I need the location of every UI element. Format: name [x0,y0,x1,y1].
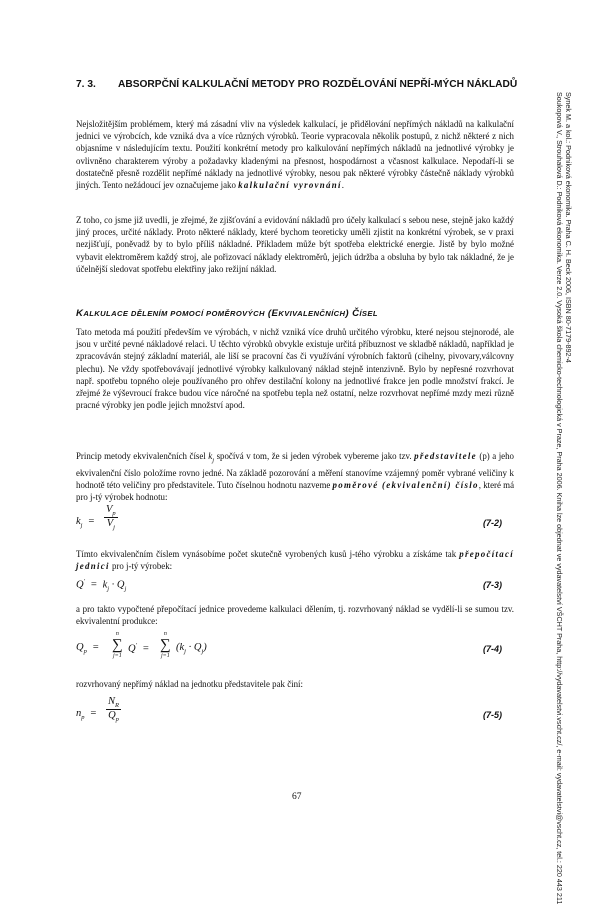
subhead-part: (E [264,308,279,319]
equation-number: (7-5) [482,710,502,720]
equation-number: (7-4) [482,644,502,654]
principle-text: spočívá v tom, že si jeden výrobek vybereme jako tzv. [216,451,412,461]
subhead-part: ) Č [345,308,360,319]
paragraph-principle [76,450,514,504]
principle-text: Princip metody ekvivalenčních čísel [76,451,206,461]
equation-7-4: $Q_p$ = n ∑ j=1 Q' = n ∑ j=1 $(k_j \cdot Q_j)$ (7-4) [76,631,502,659]
citation-line-2: Soukopová V., Strouhalová D.: Podniková ekonomika. Verze 2.0. Vysoká škola chemicko-technologická v Praze, Praha 2006. Kniha lze objednat ve vydavatelství VŠCHT Praha, http://vydavatelstvi.vscht.cz/, e-mail: vydavatelstvi@vscht.cz, tel.: 220 443 211 [555,92,564,904]
chapter-number: 7. 3. [76,79,96,90]
paragraph-unit-cost: rozvrhovaný nepřímý náklad na jednotku představitele pak činí: [76,679,303,689]
paragraph-intro-text: Nejsložitějším problémem, který má zásadní vliv na výsledek kalkulací, je přidělování nepřímých nákladů na kalkulační jednici ve výrobcích, kde vzniká dva a více různých výrobků. Teorie vypracovala několik postupů, z nichž některé z nich objasníme v následujícím textu. Použití konkrétní metody pro kalkulování nepřímých nákladů na jednotlivé výrobky je ovlivněno charakterem výroby a požadavky kladenými na přesnost, hospodárnost a včasnost kalkulace. Nepodaří-li se dostatečně přesně rozdělit nepřímé náklady na jednotlivé výrobky, nesou pak některé výrobky částečně náklady výrobků jiných. Tento nežádoucí jev označujeme jako [76,119,514,191]
term-kalkulacni-vyrovnani: kalkulační vyrovnání [238,180,342,191]
citation-line-1: Synek M. a kol.: Podniková ekonomika. Praha C. H. Beck 2006, ISBN 80-7179-892-4 [564,92,573,363]
term-prepocitaci-jednici: přepočítací jednici [76,549,514,572]
equation-7-5: $n_p$ = $\frac{N_R}{Q_p}$ (7-5) [76,696,502,724]
citation-sidebar [555,92,595,904]
paragraph-division: a pro takto vypočtené přepočítací jednice provedeme kalkulaci dělením, tj. rozvrhovaný náklad se vydělí-li se sumou tzv. ekvivalentní produkce: [76,604,514,627]
symbol-kj: $k_j$ [208,451,215,464]
principle-text: , které má pro j-tý výrobek hodnotu: [76,480,515,503]
equation-number: (7-3) [482,580,502,590]
principle-text: (p) a jeho ekvivalenční číslo položíme rovno jedné. Na základě pozorování a měření stanovíme vzájemný poměr vybrané veličiny k hodnotě této veličiny pro představitele. Tuto číselnou hodnotu nazveme [76,451,514,491]
term-predstavitele: představitele [414,451,477,461]
equation-number: (7-2) [482,518,502,528]
paragraph-intro-end: . [341,180,344,191]
paragraph-method: Tato metoda má použití především ve výrobách, v nichž vzniká více druhů určitého výrobku, které nejsou stejnorodé, ale jsou v určité pevné nákladové relaci. U těchto výrobků obvykle existuje určitá příbuznost ve skladbě nákladů, například je zpracováván stejný základní materiál, ale liší se pracovní čas či využívání výrobních faktorů (cihelny, pivovary,válcovny plechu). Ne vždy spotřebovávají jednotlivé výrobky kalkulovaný náklad stejně intenzivně. Bylo by nepřesné rozvrhovat např. spotřebu topného oleje používaného pro ohřev destilační kolony na jednotlivé frakce jen podle množství frakcí. Je zřejmé že výševroucí frakce budou více náročné na spotřebu tepla než ostatní, nelze rozvrhovat nepřímé mzdy mezi různě pracné výrobky jen podle jejich množství apod. [76,327,514,411]
term-pomerove-cislo: poměrové (ekvivalenční) číslo [332,480,479,491]
subhead-part: KVIVALENČNÍCH [278,309,346,318]
subhead-part: K [76,308,84,319]
equation-7-2: $k_j$ = $\frac{V_p}{V_j}$ (7-2) [76,504,502,532]
subhead-part: ÍSEL [359,309,378,318]
paragraph-costs: Z toho, co jsme již uvedli, je zřejmé, že zjišťování a evidování nákladů pro účely kalkulací s sebou nese, stejně jako každý jiný proces, určité náklady. Proto některé náklady, které bychom teoreticky uměli zjistit na konkrétní výrobek, se v praxi nezjišťují, poněvadž by to bylo příliš nákladné. Příkladem může být spotřeba elektrické energie. Jistě by bylo možné vybavit elektroměrem každý stroj, ale pořizovací náklady elektroměrů, jejich údržba a obsluha by bylo tak nákladné, že je účelnější sledovat spotřebu elektřiny jako režijní náklad. [76,215,514,274]
page-number: 67 [292,792,302,802]
chapter-title: ABSORPČNÍ KALKULAČNÍ METODY PRO ROZDĚLOVÁNÍ NEPŘÍ-MÝCH NÁKLADŮ [118,79,518,90]
paragraph-conversion [76,548,514,572]
conversion-text: Tímto ekvivalenčním číslem vynásobíme počet skutečně vyrobených kusů j-tého výrobku a získáme tak [76,549,457,559]
paragraph-intro [76,118,514,191]
section-subheading [76,308,516,319]
conversion-text: pro j-tý výrobek: [111,561,173,572]
equation-7-3: $Q' = k_j \cdot Q_j$ (7-3) [76,578,502,593]
subhead-part: ALKULACE DĚLENÍM POMOCÍ POMĚROVÝCH [83,309,265,318]
